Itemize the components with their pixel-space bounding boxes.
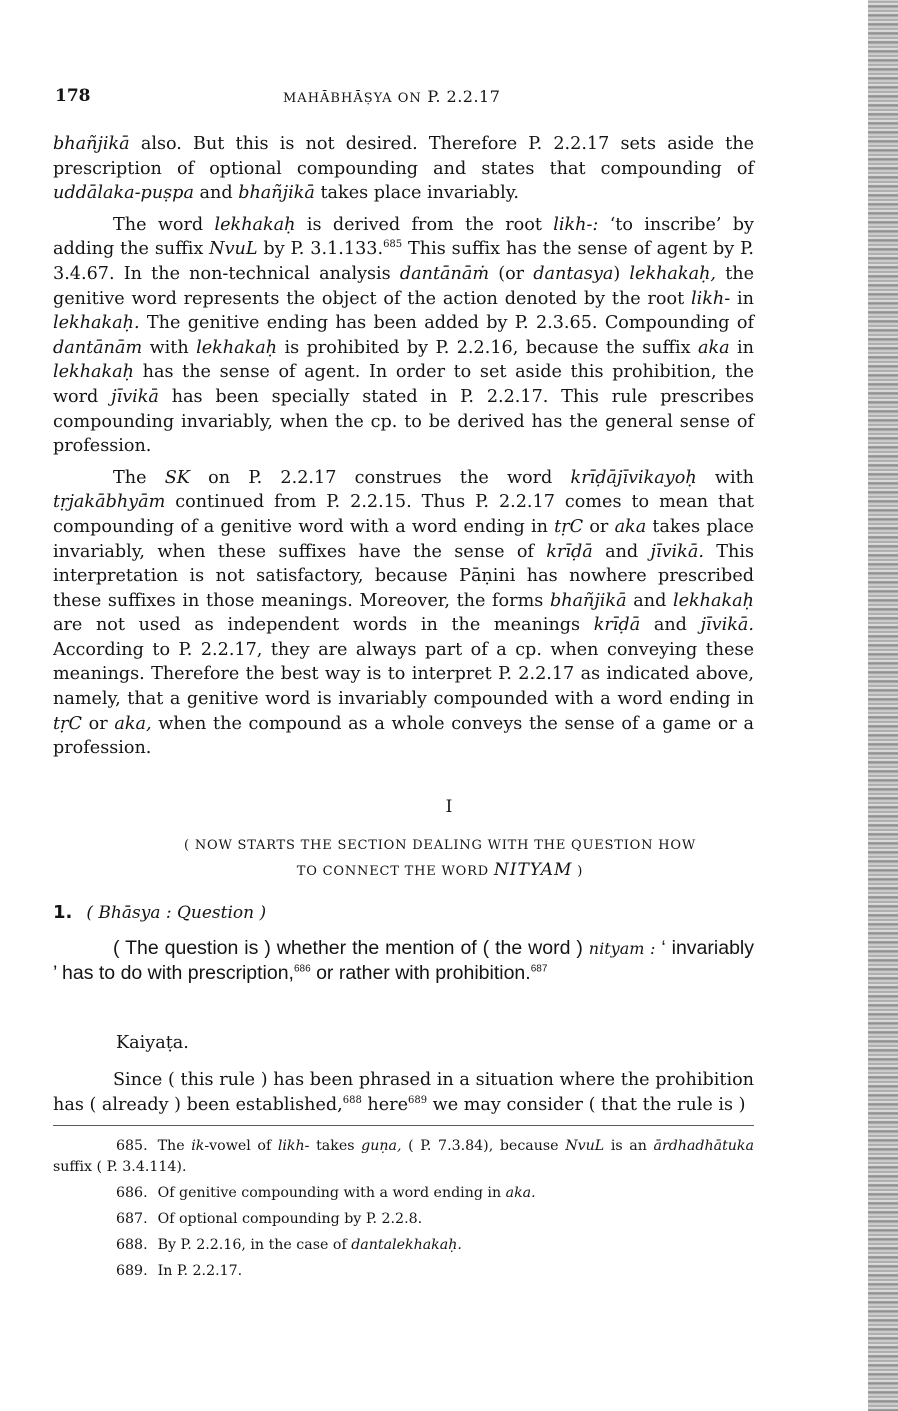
text: is derived from the root xyxy=(295,214,554,235)
term: krīḍā xyxy=(546,541,593,562)
text: and xyxy=(592,541,651,562)
term: NvuL xyxy=(209,239,258,260)
bhasya-heading xyxy=(53,902,266,923)
running-title-rule: P. 2.2.17 xyxy=(427,87,501,106)
paragraph-1 xyxy=(53,132,754,206)
term: bhañjikā xyxy=(53,134,130,154)
term: jīvikā. xyxy=(700,615,754,636)
text: the genitive word represents the object of the action denoted by the root xyxy=(53,263,755,309)
term: aka, xyxy=(114,713,152,734)
text: By P. 2.2.16, in the case of xyxy=(157,1237,352,1253)
text: ( The question is ) whether the mention of ( the word ) xyxy=(113,937,589,959)
section-title-line-1: ( NOW STARTS THE SECTION DEALING WITH THE QUESTION HOW xyxy=(184,838,696,853)
text: Of genitive compounding with a word ending in xyxy=(157,1185,506,1201)
term: jīvikā xyxy=(111,386,159,407)
term: likh-: xyxy=(553,214,599,235)
text: takes place invariably, when these suffixes have the sense of xyxy=(53,516,754,562)
bhasya-number: 1. xyxy=(53,902,73,923)
text: The genitive ending has been added by P. 2.3.65. Compounding of xyxy=(139,313,754,334)
text: here xyxy=(361,1094,408,1115)
footnote-ref: 689 xyxy=(408,1094,428,1106)
text: in xyxy=(729,337,754,358)
footnotes xyxy=(53,1136,754,1287)
text: According to P. 2.2.17, they are always part of a cp. when conveying these meanings. Therefore the best way is to interpret P. 2.2.17 as indicated above, namely, that a genitive word is invariably compounded with a word ending in xyxy=(53,639,754,710)
term: likh- xyxy=(691,288,731,309)
scan-edge-shadow xyxy=(868,0,898,1411)
text: ‘ invariably ’ has to do with prescription, xyxy=(53,937,754,984)
term: dantalekhakaḥ. xyxy=(351,1237,462,1253)
text: and xyxy=(626,590,673,611)
footnote-ref: 688 xyxy=(342,1094,362,1106)
footnote-number: 685. xyxy=(116,1138,148,1154)
term: tṛjakābhyām xyxy=(53,492,166,513)
term: lekhakaḥ xyxy=(672,590,754,611)
kaiyata-heading: Kaiyaṭa. xyxy=(116,1033,189,1053)
term: ik xyxy=(191,1138,205,1154)
footnote-688 xyxy=(53,1235,754,1256)
footnote-number: 689. xyxy=(116,1263,148,1279)
text: takes place invariably. xyxy=(314,183,519,204)
page-number: 178 xyxy=(55,86,91,106)
term: uddālaka-puṣpa xyxy=(53,183,194,204)
kaiyata-commentary xyxy=(53,1068,754,1117)
term: tṛC xyxy=(53,713,82,734)
text: also. But this is not desired. Therefore P. 2.2.17 sets aside the prescription of optional compounding and states that compounding of xyxy=(53,134,754,179)
footnote-ref: 686 xyxy=(293,963,311,975)
text: (or xyxy=(489,263,534,284)
text: when the compound as a whole conveys the sense of a game or a profession. xyxy=(53,713,754,759)
footnote-number: 688. xyxy=(116,1237,148,1253)
term: aka xyxy=(697,337,730,358)
term: krīḍā xyxy=(593,615,641,636)
text: continued from P. 2.2.15. Thus P. 2.2.17 comes to mean that compounding of a genitive word with a word ending in xyxy=(53,492,754,537)
section-title-text: TO CONNECT THE WORD xyxy=(296,864,489,879)
term: likh- xyxy=(277,1138,310,1154)
paragraph-2 xyxy=(53,213,754,459)
term: ārdhadhātuka xyxy=(653,1138,754,1154)
term: guṇa, xyxy=(361,1138,402,1154)
footnote-689 xyxy=(53,1261,754,1282)
paragraph-3 xyxy=(53,466,754,761)
footnote-686 xyxy=(53,1183,754,1204)
term: bhañjikā xyxy=(549,590,627,611)
running-title xyxy=(283,87,500,106)
term: dantasya xyxy=(533,263,614,284)
term: nityam : xyxy=(588,939,656,958)
text: Since ( this rule ) has been phrased in a situation where the prohibition has ( already ) been established, xyxy=(53,1070,754,1115)
term: lekhakaḥ xyxy=(53,362,135,383)
text: or xyxy=(583,516,615,537)
text: ( P. 7.3.84), because xyxy=(401,1138,566,1154)
text: with xyxy=(696,467,754,488)
text: This suffix has the sense of agent by P. 3.4.67. In the non-technical analysis xyxy=(53,239,755,284)
text: is an xyxy=(604,1138,654,1154)
text: ) xyxy=(613,263,630,284)
term: aka xyxy=(614,516,647,537)
term: jīvikā. xyxy=(650,541,704,562)
bhasya-paragraph xyxy=(53,936,754,986)
term: lekhakaḥ xyxy=(196,337,278,358)
text: has the sense of agent. In order to set aside this prohibition, the word xyxy=(53,362,754,407)
footnote-687 xyxy=(53,1209,754,1230)
term: krīḍājīvikayoḥ xyxy=(570,467,697,488)
bhasya-label: ( Bhāsya : Question ) xyxy=(86,903,267,923)
running-header xyxy=(53,86,753,110)
section-numeral: I xyxy=(445,797,453,817)
term: tṛC xyxy=(554,516,584,537)
kaiyata-paragraph xyxy=(53,1068,754,1117)
term: lekhakaḥ xyxy=(214,214,296,235)
term: SK xyxy=(164,467,190,488)
section-title-keyword: NITYAM xyxy=(493,860,573,880)
bhasya-translation xyxy=(53,936,754,986)
footnote-ref: 685 xyxy=(383,239,403,251)
running-title-prefix: MAHĀBHĀṢYA ON xyxy=(283,91,422,106)
section-title xyxy=(100,834,780,884)
text: in xyxy=(730,288,754,309)
text: and xyxy=(640,615,701,636)
term: bhañjikā xyxy=(238,183,315,204)
text: suffix ( P. 3.4.114). xyxy=(53,1159,187,1175)
text: -vowel of xyxy=(204,1138,278,1154)
text: has been specially stated in P. 2.2.17. This rule prescribes compounding invariably, when the cp. to be derived has the general sense of profession. xyxy=(53,386,754,457)
body-text xyxy=(53,132,754,761)
text: and xyxy=(193,183,239,204)
term: aka. xyxy=(505,1185,536,1201)
section-title-close: ) xyxy=(572,864,584,879)
term: lekhakaḥ, xyxy=(629,263,717,284)
text: with xyxy=(142,337,197,358)
text: ‘to inscribe’ by adding the suffix xyxy=(53,214,754,260)
text: or xyxy=(81,713,115,734)
term: NvuL xyxy=(565,1138,605,1154)
term: dantānām xyxy=(53,337,143,358)
footnote-number: 686. xyxy=(116,1185,148,1201)
text: The word xyxy=(113,214,215,235)
text: or rather with prohibition. xyxy=(310,962,531,984)
text: takes xyxy=(309,1138,362,1154)
text: The xyxy=(113,467,165,488)
text: are not used as independent words in the meanings xyxy=(53,615,594,636)
text: we may consider ( that the rule is ) xyxy=(427,1094,746,1115)
text: is prohibited by P. 2.2.16, because the suffix xyxy=(277,337,698,358)
term: dantānāṁ xyxy=(399,263,490,284)
text: The xyxy=(157,1138,192,1154)
footnote-685 xyxy=(53,1136,754,1178)
text: on P. 2.2.17 construes the word xyxy=(189,467,571,488)
footnote-number: 687. xyxy=(116,1211,148,1227)
text: In P. 2.2.17. xyxy=(157,1263,243,1279)
text: by P. 3.1.133. xyxy=(257,239,384,260)
footnote-ref: 687 xyxy=(530,963,548,975)
footnote-divider xyxy=(53,1125,754,1126)
section-title-line-2 xyxy=(100,858,780,884)
term: lekhakaḥ. xyxy=(53,313,140,334)
text: This interpretation is not satisfactory, because Pāṇini has nowhere prescribed these suffixes in those meanings. Moreover, the forms xyxy=(53,541,754,611)
text: Of optional compounding by P. 2.2.8. xyxy=(157,1211,423,1227)
